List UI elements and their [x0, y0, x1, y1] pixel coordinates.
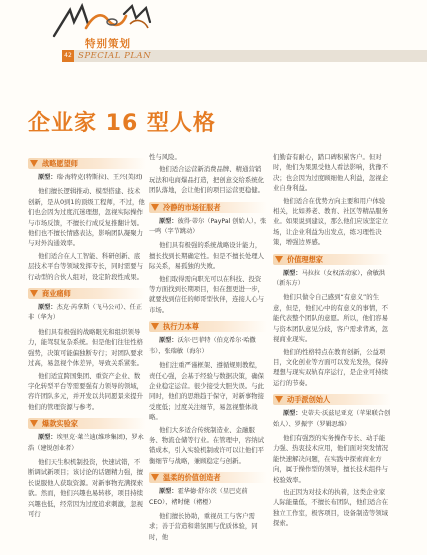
- section-heading: [149, 202, 267, 213]
- prototype-text: 埃里克·莱兰迪(维珍集团)，罗永浩（建锐创业者）: [28, 434, 144, 452]
- paragraph: 他们天生积机制投资，快速试错，不断调试新项目；该讨论的话题精力强，擅长说服他人获取资源。对新事物充满探索欲。然而，他们兴趣也易转移，项目持续兴趣也低，经常因为过度追求刺激，忽视可行: [28, 457, 144, 518]
- prototype-label: 原型：: [38, 304, 57, 312]
- paragraph: 他们适合运营新消费品牌、精通营销玩法和电商爆品打造，把创意交给系统化团队落地，会让他们的项目运营更稳健。: [149, 165, 265, 195]
- paragraph: 他们擅长逻辑推动、模型搭建、技术创新，是从0到1的顶级工程师，不过，他们也会因为过度沉迷理想，忽视实际操作与市场反馈，不擅长行成反复推翻计划。他们也不擅长情感表达，影响团队凝聚力与对外沟通效率。: [28, 187, 145, 248]
- section-heading-text: 爆款实验家: [42, 419, 78, 429]
- paragraph: 他们大多适合传统制造业、金融服务、物流仓储等行业。在管理中，容纳试错成本，引入实验机制或许可以让他们平衡细节与战略，兼顾稳定与创新。: [149, 425, 265, 465]
- triangle-bullet-icon: [275, 396, 283, 403]
- paragraph: 他们适合在人工智能、科研创新、底层技术平台等领域发挥专长，同时需要与行动型的合伙人组对，设定阶段性成果。: [28, 251, 144, 281]
- prototype-text: 马拉拉（女权活动家），俞敏洪（新东方）: [273, 269, 386, 288]
- prototype-label: 原型：: [159, 217, 178, 225]
- paragraph: 性与风险。: [149, 153, 181, 161]
- section-heading: [28, 288, 146, 299]
- paragraph: 他们适宜跨国集团、重资产企业、数字化转型平台等需要强有力领导的领域，容许团队多元，并开发以共同愿景来提升他们的管理资源与参考。: [28, 371, 144, 411]
- paragraph: 他们擅长协助，重视员工与客户需求；善于营造和谐氛围与优质体验，同时，他: [149, 511, 258, 541]
- column-3: [273, 152, 391, 531]
- paragraph: 他们取得需向职光可以在科技、投资等方面找到长期项目，但在想更进一步，就要找到信任的师哥型伙伴，连接人心与市场。: [149, 274, 265, 314]
- article-title: 企业家 16 型人格: [28, 111, 216, 136]
- section-heading-text: 温柔的价值创造者: [163, 473, 221, 483]
- triangle-bullet-icon: [30, 290, 38, 297]
- prototype-label: 原型：: [283, 410, 302, 418]
- triangle-bullet-icon: [275, 256, 283, 263]
- prototype-line: [273, 409, 391, 430]
- section-heading: [28, 158, 146, 169]
- prototype-label: 原型：: [283, 269, 302, 277]
- triangle-bullet-icon: [30, 160, 38, 167]
- paragraph: 他们有强烈的实务操作专长、动手能力强、热衷技术应用，他们面对突发情况能快速解决问题，在实践中探索商业方向，属于操作型的领导，擅长技术组件与校验效率。: [273, 433, 389, 484]
- prototype-text: 沃尔·巴菲特（伯克希尔·哈撒韦），张瑞敏（海尔）: [149, 337, 256, 355]
- triangle-bullet-icon: [151, 323, 159, 330]
- page-tag: 42: [62, 50, 74, 62]
- section-title: 特别策划: [85, 38, 131, 50]
- chain-illustration: [52, 2, 162, 38]
- section-heading: [149, 321, 267, 332]
- paragraph: 他们的性格特点在教育创新，公益项目，文化创业等方面可以发光发热，保持理想与现实双轨有序运行，是企业可持续运行的节奏。: [273, 347, 389, 387]
- prototype-text: 史蒂夫·沃兹尼亚克（苹果联合创始人）、罗振宇（罗辑思维）: [273, 410, 391, 428]
- triangle-bullet-icon: [151, 204, 159, 211]
- section-heading-text: 冷静的市场征服者: [163, 202, 221, 212]
- prototype-label: 原型：: [38, 434, 57, 442]
- page-header: [0, 0, 427, 100]
- section-heading: [273, 254, 391, 265]
- paragraph: 他们注重严谨框架、遵循规则教程，责任心强，会基于经验与数据决策，确保企业稳定运营。很少接受大胆失误。与此同时，他们的思维趋于保守，对新事物接受度低；过度关注细节，易忽视整体战略。: [149, 361, 265, 422]
- section-heading-text: 执行力本尊: [163, 322, 199, 332]
- paragraph: 他们具有极强的战略眼光和组织领导力，能驾驭复杂系统。但是他们往往性格强势，决策可能偏独断专行；对团队要求过高，易忽视个体差异，导致关系紧张。: [28, 327, 144, 368]
- section-heading: [149, 472, 267, 483]
- prototype-text: 杰克·芮拿斯（飞马公司）、任正非（华为）: [28, 304, 143, 322]
- prototype-line: [28, 303, 146, 324]
- prototype-label: 原型：: [159, 488, 178, 496]
- paragraph: 他们只做令自己感到“有意义”的生意，但是，他们心中的有意义的事情，不能代表整个团队的意愿。所以，他们容易与资本团队意见分歧，客户需求背离，忽视商业现实。: [273, 293, 389, 344]
- paragraph: 他们具有极强的系统战略设计能力，擅长找到长期确定性。但是不擅长处理人际关系，易孤独的失败。: [149, 241, 265, 271]
- prototype-line: [28, 173, 146, 183]
- section-heading-text: 动手派创始人: [287, 395, 331, 405]
- triangle-bullet-icon: [30, 420, 38, 427]
- prototype-line: [28, 433, 146, 454]
- paragraph: 他们适合在优势方向主要和用户体验相关，比如养老、教育、社区等精品服务业。如果说到建议，那么他们应该坚定立场，让企业利益为出发点，练习理性决策，增强边界感。: [273, 196, 389, 247]
- paragraph: 们勤奋有耐心，踏口碑积累客户。但对时，他们为果黑受他人看法影响，犹豫不决；也会因为过度顾细他人利益，忽视企业自身利益。: [273, 153, 389, 193]
- prototype-text: 瑞·海特克(特斯拉)、王兴(美团): [56, 174, 143, 181]
- paragraph: 也正因为对技术的执着，这类企业家人际能量低，不擅长布团队，他们适合在独立工作室，极客项目，设备制造等领域探索。: [273, 487, 389, 528]
- section-heading-text: 商业痛师: [42, 289, 71, 299]
- column-2: [149, 152, 267, 544]
- section-subtitle: SPECIAL PLAN: [78, 51, 152, 61]
- prototype-text: 霍华德·舒尔茨（星巴克前CEO），褚时健（褚橙）: [149, 488, 248, 506]
- prototype-text: 彼得·蒂尔（PayPal 创始人），张一鸣（字节跳动）: [149, 217, 267, 236]
- prototype-label: 原型：: [38, 174, 57, 181]
- section-heading: [28, 418, 146, 429]
- column-1: [28, 152, 146, 521]
- triangle-bullet-icon: [151, 474, 159, 481]
- prototype-line: [149, 336, 267, 357]
- prototype-label: 原型：: [159, 337, 178, 345]
- section-heading: [273, 394, 391, 405]
- prototype-line: [149, 487, 267, 508]
- prototype-line: [149, 217, 267, 238]
- prototype-line: [273, 269, 391, 290]
- section-heading-text: 战略愿望师: [42, 159, 78, 168]
- section-heading-text: 价值理想家: [287, 254, 323, 264]
